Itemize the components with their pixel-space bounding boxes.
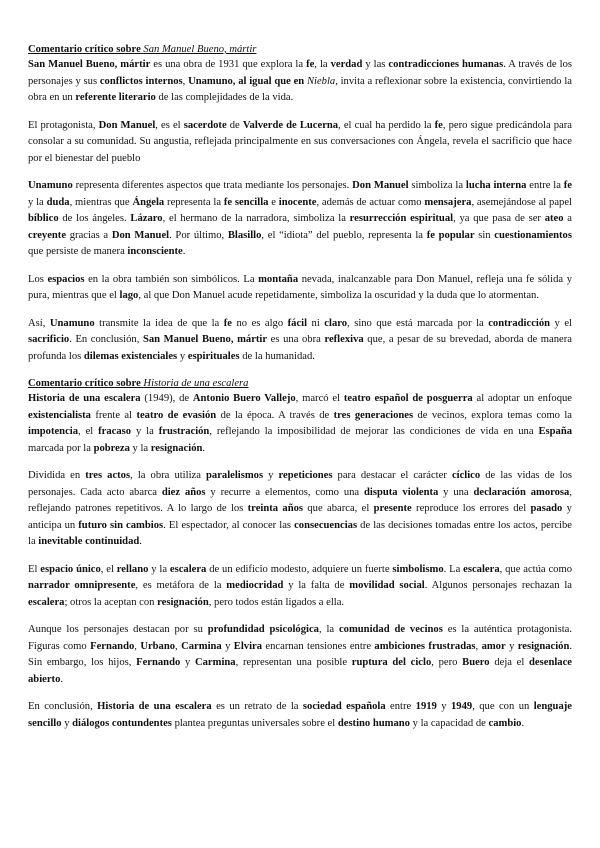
text-run: El protagonista, <box>28 119 99 131</box>
bold-text: referente literario <box>75 92 156 103</box>
text-run: y <box>263 470 279 481</box>
bold-text: 1949 <box>451 701 473 712</box>
bold-text: rellano <box>116 563 149 575</box>
text-run: , reflejando patrones repetitivos. A lo largo de los <box>28 486 573 514</box>
text-run: . Por último, <box>169 229 228 241</box>
bold-text: resurrección espiritual <box>349 213 454 224</box>
text-run: es una obra <box>267 334 325 345</box>
text-run: y anticipa un <box>28 503 572 531</box>
text-run: simboliza la <box>408 180 466 191</box>
text-run: de los ángeles. <box>58 213 131 224</box>
bold-text: fácil <box>287 317 308 329</box>
section-heading-prefix: Comentario crítico sobre <box>28 378 144 389</box>
bold-text: Carmina <box>194 657 236 668</box>
bold-text: montaña <box>258 273 299 285</box>
bold-text: Ángela <box>132 196 165 208</box>
body-paragraph <box>28 57 572 107</box>
bold-text: escalera <box>28 596 65 608</box>
bold-text: Buero <box>462 657 490 668</box>
bold-text: fe <box>223 317 232 329</box>
bold-text: treinta años <box>247 503 304 514</box>
bold-text: Unamuno <box>28 180 73 191</box>
document-page <box>28 42 572 743</box>
text-run: no es algo <box>231 317 288 329</box>
text-run: y la <box>129 442 151 454</box>
bold-text: espirituales <box>187 350 240 362</box>
bold-text: Unamuno <box>49 317 95 329</box>
bold-text: consecuencias <box>294 519 358 531</box>
text-run: El <box>28 563 41 575</box>
text-run: en la obra también son simbólicos. La <box>84 273 259 285</box>
text-run: es un retrato de la <box>211 701 303 712</box>
text-run: y la <box>28 196 47 208</box>
bold-text: pobreza <box>93 442 130 454</box>
text-run: , que actúa como <box>499 563 572 575</box>
text-run: a <box>563 213 573 224</box>
bold-text: contradicción <box>488 317 551 329</box>
text-run: representa diferentes aspectos que trata mediante los personajes. <box>72 180 353 191</box>
text-run: es la auténtica protagonista. Figuras como <box>28 624 572 652</box>
text-run: y <box>180 657 195 668</box>
bold-text: tres actos <box>85 470 131 481</box>
text-run: y <box>436 701 451 712</box>
bold-text: ambiciones frustradas <box>374 640 476 652</box>
text-run: , el cual ha perdido la <box>338 119 435 131</box>
bold-text: fe <box>563 180 573 191</box>
bold-text: comunidad de vecinos <box>338 624 443 635</box>
bold-text: disputa violenta <box>363 486 439 498</box>
text-run: sin <box>474 229 495 241</box>
text-run: . <box>60 673 64 685</box>
bold-text: fe <box>306 59 315 70</box>
bold-text: diálogos contundentes <box>72 717 172 729</box>
text-run: de las complejidades de la vida. <box>155 92 294 103</box>
bold-text: Unamuno, al igual que en <box>188 75 305 87</box>
bold-text: inconsciente <box>127 246 183 257</box>
bold-text: repeticiones <box>278 470 333 481</box>
text-run: . <box>521 717 525 729</box>
bold-text: San Manuel Bueno, mártir <box>28 59 151 70</box>
text-run: que persiste de manera <box>28 246 128 257</box>
text-run: , marcó el <box>295 393 344 404</box>
text-run: . <box>139 536 142 547</box>
bold-text: cíclico <box>451 470 481 481</box>
text-run: , <box>175 640 182 652</box>
bold-text: 1919 <box>415 701 437 712</box>
text-run: , sino que está marcada por la <box>347 317 489 329</box>
bold-text: mensajera <box>424 196 472 208</box>
text-run: , además de actuar como <box>316 196 425 208</box>
bold-text: declaración amorosa <box>473 486 570 498</box>
section-heading <box>28 376 572 391</box>
bold-text: narrador omnipresente <box>28 580 136 591</box>
text-run: plantea preguntas universales sobre el <box>171 717 338 729</box>
bold-text: conflictos internos <box>99 75 183 87</box>
text-run: al adoptar un enfoque <box>472 393 573 404</box>
bold-text: futuro sin cambios <box>78 519 164 531</box>
bold-text: creyente <box>28 229 67 241</box>
bold-text: amor <box>481 640 506 652</box>
bold-text: Don Manuel <box>111 229 170 241</box>
text-run: Así, <box>28 317 50 329</box>
text-run: (1949), de <box>140 393 193 404</box>
body-paragraph <box>28 699 572 732</box>
bold-text: Fernando <box>136 657 181 668</box>
text-run: y <box>505 640 518 652</box>
bold-text: lenguaje sencillo <box>28 701 572 729</box>
text-run: encarnan tensiones entre <box>262 640 375 652</box>
text-run: , pero todos están ligados a ella. <box>208 596 345 608</box>
text-run: entre <box>385 701 416 712</box>
bold-text: sociedad española <box>302 701 386 712</box>
text-run: . <box>182 246 186 257</box>
text-run: . En conclusión, <box>69 334 143 345</box>
bold-text: movilidad social <box>349 580 425 591</box>
bold-text: escalera <box>463 563 500 575</box>
text-run: frente al <box>90 409 137 421</box>
bold-text: simbolismo <box>392 563 444 575</box>
bold-text: inevitable continuidad <box>38 536 140 547</box>
bold-text: presente <box>373 503 412 514</box>
bold-text: fracaso <box>98 426 132 437</box>
text-run: de la época. A través de <box>216 409 334 421</box>
bold-text: tres generaciones <box>333 409 414 421</box>
text-run: y recurre a elementos, como una <box>205 486 364 498</box>
text-run: , el hermano de la narradora, simboliza la <box>162 213 350 224</box>
bold-text: pasado <box>530 503 563 514</box>
text-run: nevada, inalcanzable para Don Manuel, refleja una fe sólida y pura, mientras que el <box>28 273 572 301</box>
text-run: entre la <box>526 180 564 191</box>
text-run: y la <box>148 563 170 575</box>
text-run: , representan una posible <box>235 657 352 668</box>
text-run: de un edificio modesto, adquiere un fuerte <box>206 563 393 575</box>
bold-text: Blasillo <box>227 229 262 241</box>
text-run: y las <box>362 59 389 70</box>
text-run: , al que Don Manuel acude repetidamente, simboliza la oscuridad y la duda que lo atormentan. <box>138 290 540 301</box>
italic-text: Niebla <box>306 75 336 87</box>
text-run: , reflejando la imposibilidad de mejorar las condiciones de vida en una <box>209 426 539 437</box>
text-run: de las vidas de los personajes. Cada acto abarca <box>28 470 573 498</box>
text-run: , el <box>100 563 117 575</box>
text-run: , asemejándose al papel <box>471 196 572 208</box>
text-run: para destacar el carácter <box>332 470 452 481</box>
text-run: , que con un <box>472 701 534 712</box>
text-run: es una obra de 1931 que explora la <box>150 59 307 70</box>
bold-text: resignación <box>517 640 570 652</box>
text-run: que, a pesar de su brevedad, aborda de manera profunda los <box>28 334 572 362</box>
section-heading-title: Historia de una escalera <box>143 378 249 389</box>
text-run: de las decisiones tomadas entre los actos, percibe la <box>28 519 573 547</box>
bold-text: Lázaro <box>130 213 163 224</box>
bold-text: cambio <box>488 717 522 729</box>
text-run: , el “idiota” del pueblo, representa la <box>261 229 427 241</box>
bold-text: ateo <box>544 213 564 224</box>
bold-text: duda <box>46 196 70 208</box>
bold-text: paralelismos <box>206 470 264 481</box>
bold-text: Fernando <box>90 640 135 652</box>
section-heading <box>28 42 572 57</box>
body-paragraph <box>28 468 572 551</box>
text-run: , <box>134 640 141 652</box>
text-run: . <box>202 442 206 454</box>
bold-text: Antonio Buero Vallejo <box>192 393 296 404</box>
section-heading-title: San Manuel Bueno, mártir <box>143 44 257 55</box>
text-run: ; otros la aceptan con <box>64 596 158 608</box>
text-run: marcada por la <box>28 442 94 454</box>
bold-text: teatro español de posguerra <box>343 393 473 404</box>
text-run: y la falta de <box>283 580 350 591</box>
bold-text: fe sencilla <box>223 196 269 208</box>
bold-text: sacrificio <box>28 334 70 345</box>
text-run: , <box>182 75 189 87</box>
bold-text: Historia de una escalera <box>97 701 212 712</box>
text-run: y <box>221 640 234 652</box>
bold-text: lago <box>119 290 139 301</box>
bold-text: frustración <box>158 426 210 437</box>
bold-text: espacio único <box>40 563 101 575</box>
bold-text: Don Manuel <box>98 119 156 131</box>
bold-text: mediocridad <box>226 580 284 591</box>
text-run: , la <box>314 59 331 70</box>
text-run: , la obra utiliza <box>130 470 206 481</box>
text-run: , pero <box>431 657 463 668</box>
bold-text: bíblico <box>28 213 59 224</box>
bold-text: cuestionamientos <box>494 229 572 241</box>
section-heading-prefix: Comentario crítico sobre <box>28 44 144 55</box>
text-run: , el <box>78 426 99 437</box>
bold-text: existencialista <box>28 409 91 421</box>
body-paragraph <box>28 391 572 457</box>
bold-text: resignación <box>157 596 209 608</box>
body-paragraph <box>28 118 572 168</box>
text-run: de vecinos, explora temas como la <box>413 409 573 421</box>
bold-text: Historia de una escalera <box>28 393 141 404</box>
text-run: de <box>226 119 243 131</box>
bold-text: fe <box>434 119 443 131</box>
bold-text: profundidad psicológica <box>207 624 319 635</box>
text-run: y una <box>438 486 474 498</box>
text-run: reproduce los errores del <box>411 503 531 514</box>
text-run: Dividida en <box>28 470 86 481</box>
bold-text: inocente <box>278 196 317 208</box>
body-paragraph <box>28 622 572 688</box>
bold-text: resignación <box>150 442 203 454</box>
text-run: Los <box>28 273 48 285</box>
text-run: ni <box>307 317 325 329</box>
text-run: . A través de los personajes y sus <box>28 59 572 87</box>
bold-text: Valverde de Lucerna <box>242 119 339 131</box>
bold-text: Urbano <box>140 640 176 652</box>
text-run: , pero sigue predicándola para consolar a su comunidad. Su angustia, reflejada principalmente en sus conversaciones con Ángela, revela el sacrificio que hace por el bienestar del pueblo <box>28 119 572 164</box>
text-run: deja el <box>489 657 530 668</box>
text-run: , invita a reflexionar sobre la existencia, convirtiendo la obra en un <box>28 75 573 103</box>
text-run: , la <box>318 624 339 635</box>
bold-text: sacerdote <box>183 119 227 131</box>
text-run: que abarca, el <box>303 503 374 514</box>
body-paragraph <box>28 316 572 366</box>
text-run: y la capacidad de <box>409 717 489 729</box>
body-paragraph <box>28 272 572 305</box>
text-run: y <box>61 717 73 729</box>
text-run: En conclusión, <box>28 701 98 712</box>
bold-text: contradicciones humanas <box>388 59 504 70</box>
text-run: , <box>475 640 482 652</box>
bold-text: reflexiva <box>324 334 364 345</box>
bold-text: Don Manuel <box>352 180 409 191</box>
text-run: . El espectador, al conocer las <box>163 519 295 531</box>
body-paragraph <box>28 562 572 612</box>
bold-text: impotencia <box>28 426 79 437</box>
text-run: , es el <box>155 119 184 131</box>
text-run: e <box>268 196 279 208</box>
text-run: . La <box>443 563 464 575</box>
bold-text: fe popular <box>426 229 475 241</box>
text-run: Aunque los personajes destacan por su <box>28 624 208 635</box>
text-run: . Algunos personajes rechazan la <box>424 580 572 591</box>
text-run: , mientras que <box>69 196 133 208</box>
text-run: y el <box>550 317 572 329</box>
bold-text: escalera <box>169 563 207 575</box>
text-run: , ya que pasa de ser <box>453 213 545 224</box>
text-run: . Sin embargo, los hijos, <box>28 640 573 668</box>
body-paragraph <box>28 178 572 261</box>
bold-text: Elvira <box>233 640 263 652</box>
bold-text: San Manuel Bueno, mártir <box>142 334 268 345</box>
bold-text: dilemas existenciales <box>83 350 178 362</box>
bold-text: Carmina <box>181 640 222 652</box>
bold-text: espacios <box>47 273 85 285</box>
text-run: gracias a <box>66 229 112 241</box>
bold-text: verdad <box>330 59 363 70</box>
bold-text: teatro de evasión <box>136 409 217 421</box>
text-run: representa la <box>164 196 224 208</box>
bold-text: lucha interna <box>465 180 527 191</box>
bold-text: ruptura del ciclo <box>351 657 432 668</box>
bold-text: desenlace abierto <box>28 657 572 685</box>
text-run: y la <box>131 426 159 437</box>
text-run: , es metáfora de la <box>135 580 227 591</box>
bold-text: España <box>538 426 573 437</box>
text-run: y <box>177 350 188 362</box>
bold-text: diez años <box>161 486 206 498</box>
text-run: de la humanidad. <box>239 350 315 362</box>
bold-text: claro <box>324 317 348 329</box>
bold-text: destino humano <box>337 717 410 729</box>
text-run: transmite la idea de que la <box>94 317 224 329</box>
